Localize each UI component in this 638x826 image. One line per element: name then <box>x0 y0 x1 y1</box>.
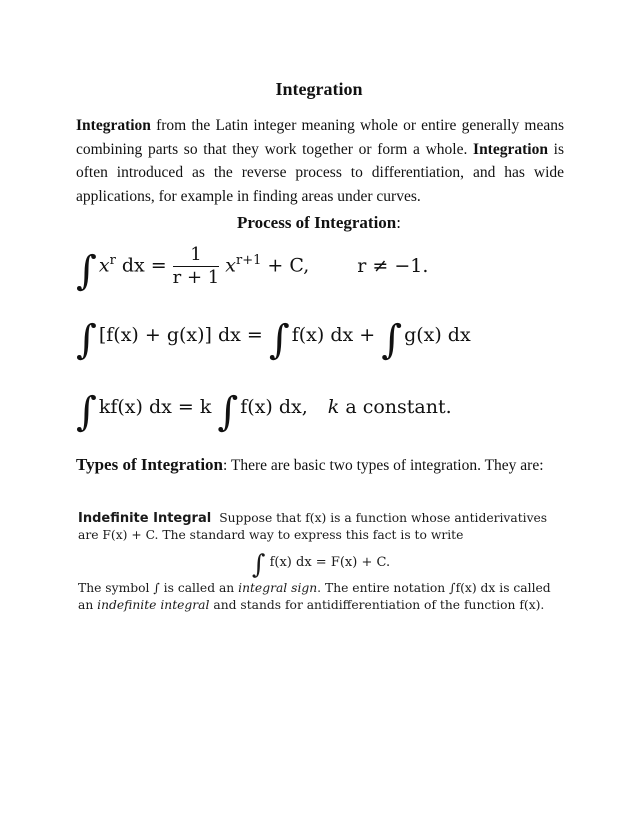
indefinite-text: is called an <box>159 581 239 595</box>
formula-term: f(x) dx, <box>240 396 308 418</box>
integral-icon: ∫ <box>217 389 239 435</box>
indefinite-formula-text: f(x) dx = F(x) + C. <box>269 555 391 570</box>
page-title: Integration <box>275 79 363 99</box>
formula-power-rule <box>76 244 429 294</box>
integral-icon: ∫ <box>76 389 97 435</box>
integral-icon: ∫ <box>268 317 290 363</box>
formula-term: [f(x) + g(x)] dx = <box>98 324 263 346</box>
fraction-denominator: r + 1 <box>172 267 220 288</box>
formula-term: + C, <box>261 254 310 277</box>
indefinite-text: The symbol <box>78 581 154 595</box>
types-text: : There are basic two types of integration. They are: <box>223 457 544 474</box>
formula-condition: r ≠ −1. <box>357 254 429 277</box>
formula-fraction <box>173 244 220 289</box>
intro-text: is often introduced as the reverse process to differentiation, and has wide applications, for example in finding areas under curves. <box>76 140 564 205</box>
indefinite-text: . The entire notation <box>317 581 450 595</box>
integral-icon: ∫ <box>251 550 266 580</box>
indefinite-explanation <box>78 580 564 614</box>
integral-icon: ∫ <box>76 317 97 363</box>
fraction-numerator: 1 <box>173 244 220 267</box>
types-label: Types of Integration <box>76 455 224 474</box>
types-paragraph <box>76 452 564 479</box>
formula-term: dx = <box>115 254 167 277</box>
formula-sum-rule <box>76 317 471 363</box>
notation-term: f(x) dx <box>455 581 496 595</box>
formula-term: x <box>98 254 110 277</box>
indefinite-intro <box>78 510 564 544</box>
integral-icon: ∫ <box>153 581 160 595</box>
process-heading <box>0 213 638 233</box>
integral-icon: ∫ <box>449 581 456 595</box>
intro-term: Integration <box>473 140 548 158</box>
integral-icon: ∫ <box>76 247 97 294</box>
intro-term: Integration <box>76 117 151 134</box>
formula-constant-rule <box>76 389 452 435</box>
indefinite-text: Suppose that f(x) is a function whose antiderivatives are F(x) + C. The standard way to express this fact is to write <box>78 511 548 542</box>
formula-term: kf(x) dx = k <box>98 396 212 418</box>
process-colon: : <box>396 213 401 232</box>
formula-term: x <box>225 254 236 277</box>
process-label: Process of Integration <box>236 213 397 232</box>
formula-exponent: r <box>109 253 116 269</box>
indefinite-integral-excerpt <box>78 510 564 614</box>
integral-icon: ∫ <box>381 317 403 363</box>
formula-exponent: r+1 <box>235 253 262 269</box>
intro-paragraph <box>76 114 564 208</box>
indefinite-heading: Indefinite Integral <box>78 511 212 526</box>
intro-text: from the Latin integer meaning whole or entire generally means combining parts so that they work together or form a whole. <box>76 117 564 158</box>
indefinite-text: is called an <box>78 581 551 612</box>
formula-term: g(x) dx <box>404 324 471 346</box>
formula-variable: k <box>327 396 340 418</box>
indefinite-integral-term: indefinite integral <box>97 598 210 612</box>
indefinite-text: and stands for antidifferentiation of the function f(x). <box>209 598 545 612</box>
integral-sign-term: integral sign <box>238 581 318 595</box>
formula-term: f(x) dx + <box>291 324 376 346</box>
formula-note: a constant. <box>339 396 452 418</box>
indefinite-formula <box>78 550 564 580</box>
